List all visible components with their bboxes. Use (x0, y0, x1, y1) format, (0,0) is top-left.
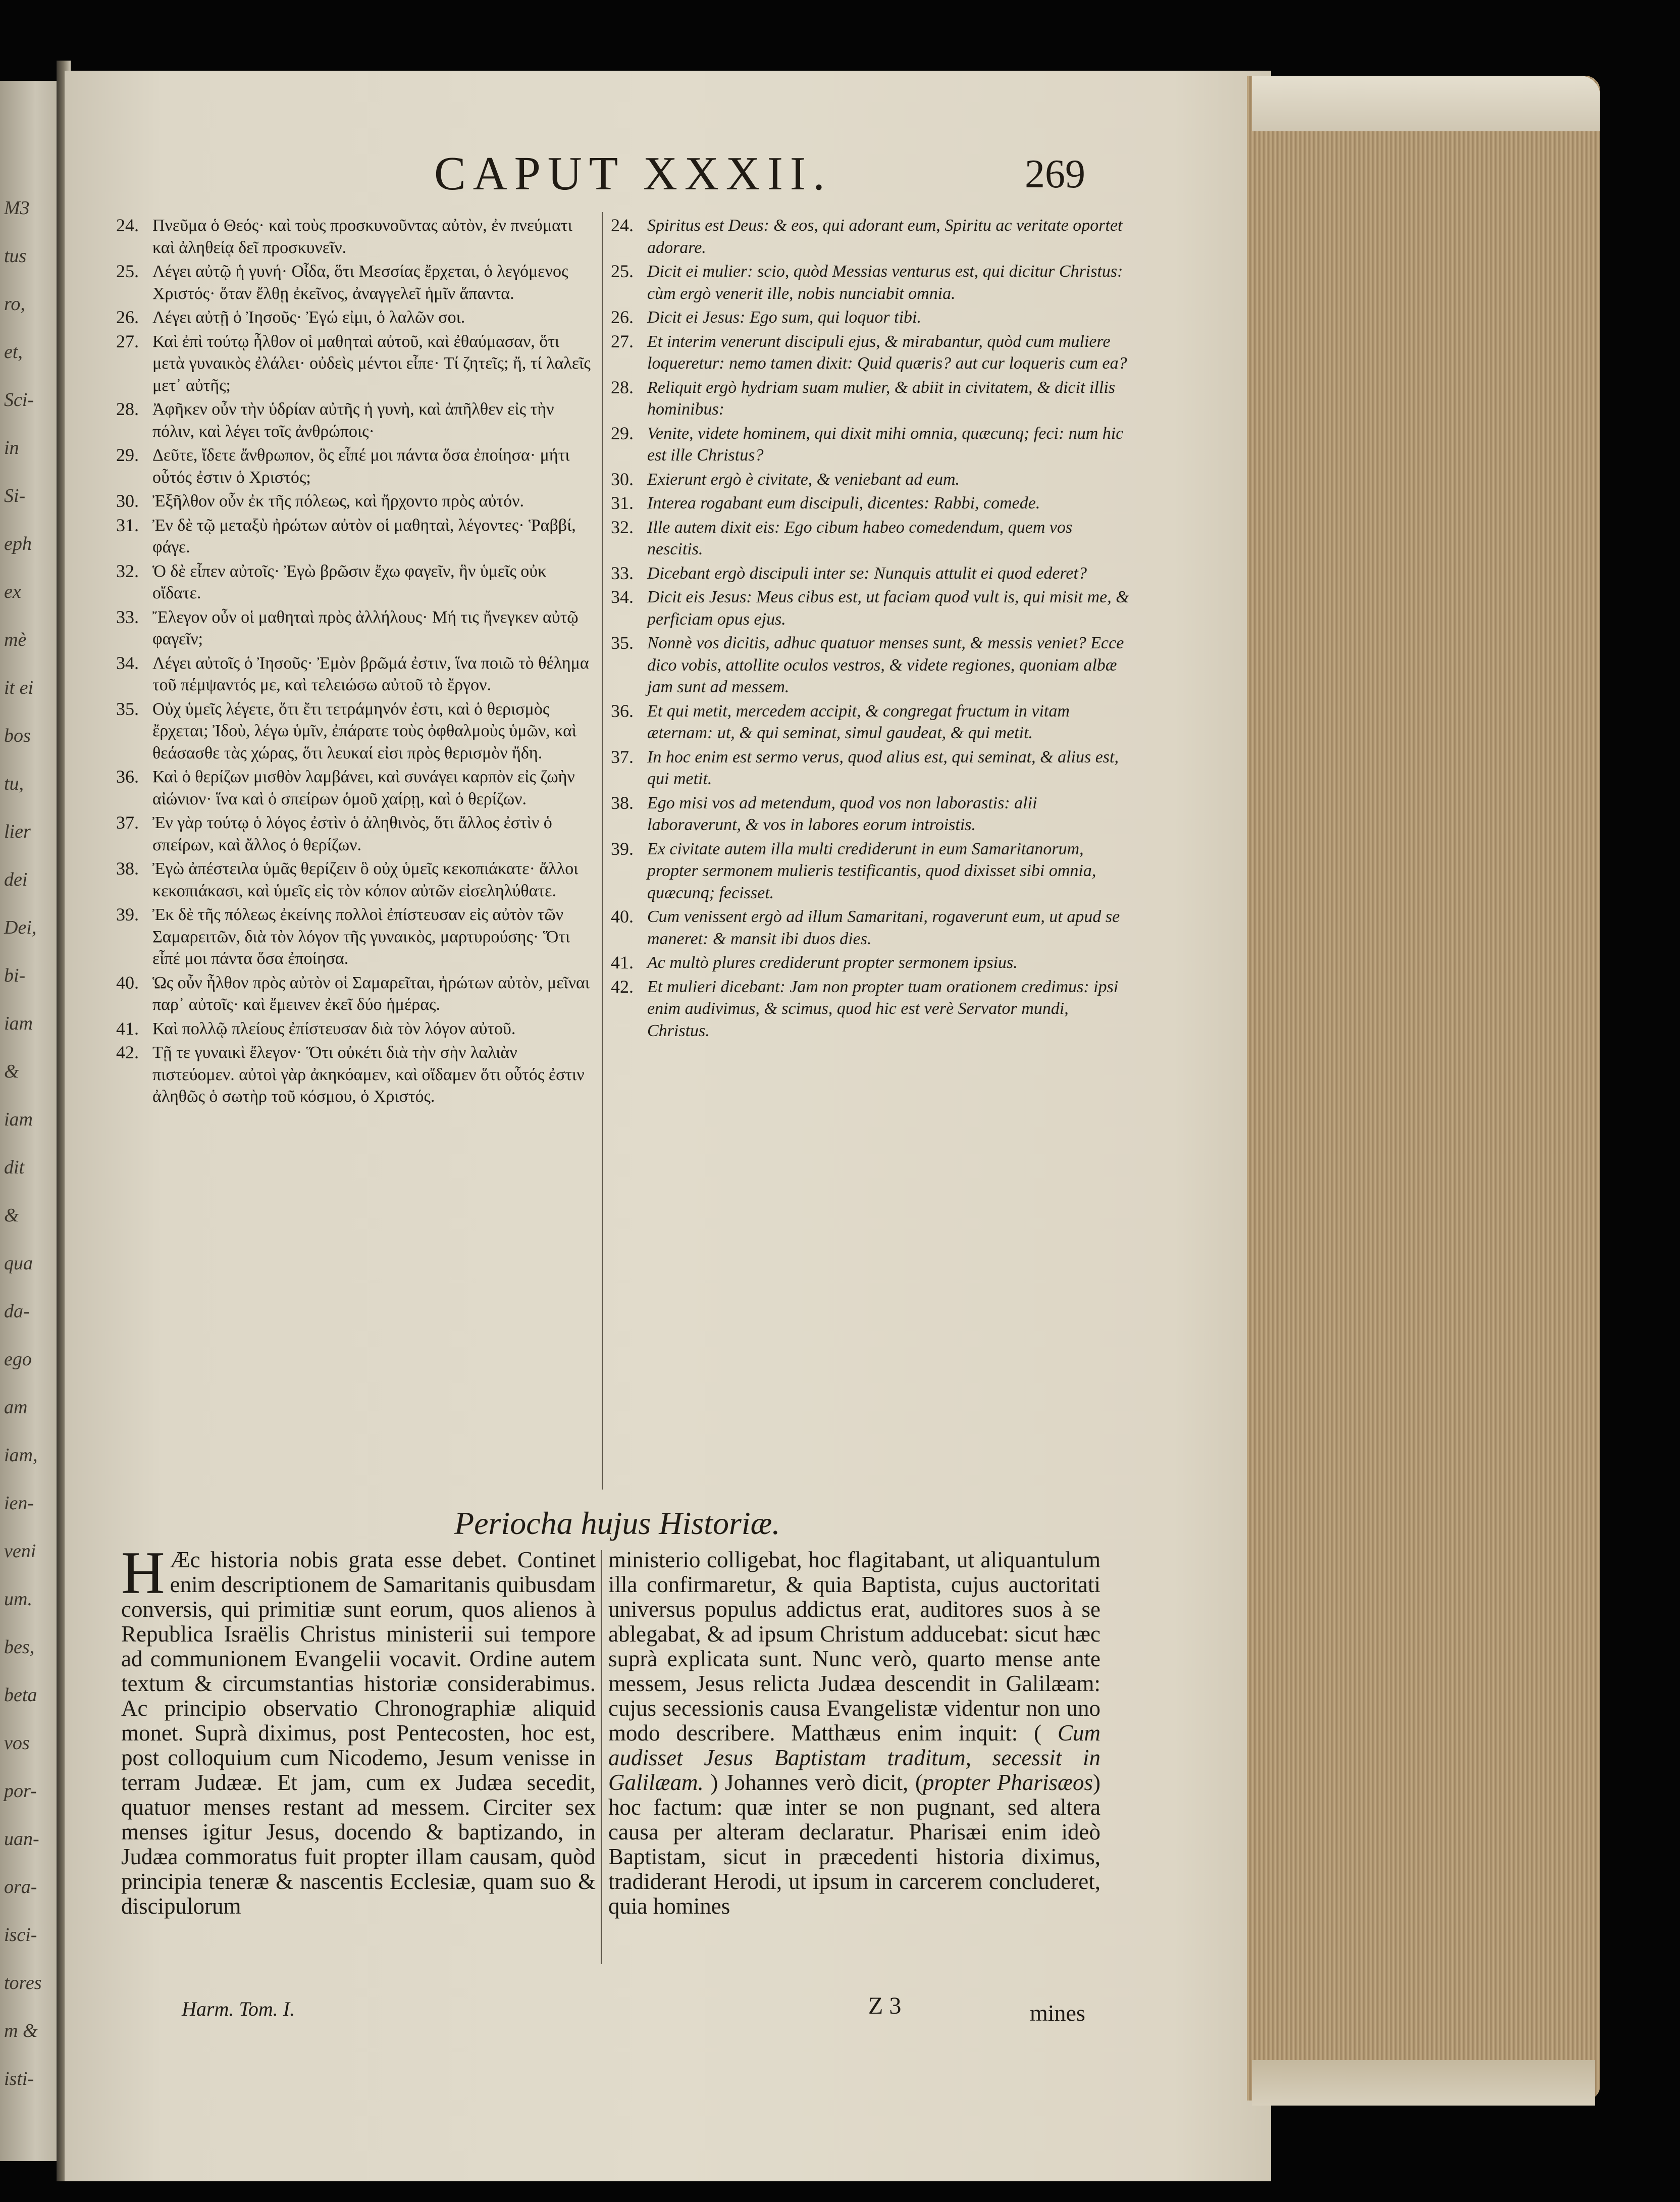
verse-text: Et mulieri dicebant: Jam non propter tuam orationem credimus: ipsi enim audivimus, & scimus, quod hic est verè Servator mundi, Christus. (647, 977, 1119, 1040)
facing-page-fragment: veni (4, 1541, 36, 1562)
verse-number: 33. (116, 606, 139, 627)
verse-number: 42. (116, 1042, 139, 1062)
verse-text: Τῇ τε γυναικὶ ἔλεγον· Ὅτι οὐκέτι διὰ τὴν σὴν λαλιὰν πιστεύομεν. αὐτοὶ γὰρ ἀκηκόαμεν, καὶ οἴδαμεν ὅτι οὗτός ἐστιν ἀληθῶς ὁ σωτὴρ τοῦ κόσμου, ὁ Χριστός. (152, 1043, 585, 1106)
facing-page-edge (0, 81, 60, 2161)
latin-verse (611, 492, 1131, 515)
verse-number: 40. (611, 906, 634, 927)
facing-page-fragment: um. (4, 1589, 32, 1610)
facing-page-fragment: bes, (4, 1636, 35, 1658)
facing-page-fragment: eph (4, 533, 32, 554)
latin-verse (611, 423, 1131, 467)
facing-page-fragment: am (4, 1397, 28, 1418)
commentary-text: ministerio colligebat, hoc flagitabant, ut aliquantulum illa confirmaretur, & quia Baptista, cujus auctoritati universus populus addictus erat, auditores suos à se ablegabat, & ad ipsum Christum adducebat: sicut hæc suprà explicata sunt. Nunc verò, quarto mense ante messem, Jesus relicta Judæa descendit in Galilæam: cujus secessionis causa Evangelistæ videntur non uno modo describere. Matthæus enim inquit: ( (608, 1547, 1100, 1746)
latin-verse (611, 632, 1131, 698)
signature-line: Harm. Tom. I. (182, 1998, 295, 2020)
commentary-right-column (608, 1548, 1100, 1919)
facing-page-fragment: m & (4, 2020, 38, 2041)
greek-verse (116, 972, 596, 1016)
facing-page-fragment: mè (4, 629, 27, 650)
verse-number: 25. (611, 261, 634, 281)
latin-verse (611, 952, 1131, 974)
greek-verse (116, 215, 596, 259)
verse-number: 40. (116, 972, 139, 993)
verse-number: 42. (611, 976, 634, 997)
greek-verse (116, 490, 596, 513)
greek-verse (116, 858, 596, 902)
greek-verse (116, 766, 596, 810)
verse-text: Ὁ δὲ εἶπεν αὐτοῖς· Ἐγὼ βρῶσιν ἔχω φαγεῖν, ἣν ὑμεῖς οὐκ οἴδατε. (152, 561, 547, 602)
greek-verse (116, 652, 596, 696)
verse-text: Venite, videte hominem, qui dixit mihi omnia, quæcunq; feci: num hic est ille Christus? (647, 424, 1124, 465)
facing-page-fragment: isti- (4, 2068, 34, 2089)
verse-text: Cum venissent ergò ad illum Samaritani, rogaverunt eum, ut apud se maneret: & mansit ibi duos dies. (647, 907, 1120, 948)
facing-page-fragment: tores (4, 1972, 42, 1993)
facing-page-fragment: isci- (4, 1924, 37, 1945)
facing-page-fragment: uan- (4, 1828, 39, 1850)
verse-text: Ἐκ δὲ τῆς πόλεως ἐκείνης πολλοὶ ἐπίστευσαν εἰς αὐτὸν τῶν Σαμαρειτῶν, διὰ τὸν λόγον τῆς γυναικὸς, μαρτυρούσης· Ὅτι εἶπέ μοι πάντα ὅσα ἐποίησα. (152, 905, 570, 968)
verse-text: Ἐν γὰρ τούτῳ ὁ λόγος ἐστὶν ὁ ἀληθινὸς, ὅτι ἄλλος ἐστὶν ὁ σπείρων, καὶ ἄλλος ὁ θερίζων. (152, 813, 552, 854)
latin-verse (611, 700, 1131, 744)
facing-page-fragment: it ei (4, 677, 34, 698)
verse-number: 29. (116, 445, 139, 465)
column-divider-lower (601, 1550, 602, 1964)
facing-page-fragment: por- (4, 1780, 37, 1802)
latin-verse (611, 469, 1131, 491)
verse-text: Reliquit ergò hydriam suam mulier, & abiit in civitatem, & dicit illis hominibus: (647, 378, 1116, 419)
facing-page-fragment: ego (4, 1349, 32, 1370)
facing-page-fragment: vos (4, 1732, 30, 1754)
verse-text: Dicit ei mulier: scio, quòd Messias venturus est, qui dicitur Christus: cùm ergò venerit ille, nobis nunciabit omnia. (647, 262, 1123, 303)
verse-text: Spiritus est Deus: & eos, qui adorant eum, Spiritu ac veritate oportet adorare. (647, 216, 1123, 257)
facing-page-fragment: bi- (4, 965, 26, 986)
commentary-left-text: Æc historia nobis grata esse debet. Continet enim descriptionem de Samaritanis quibusdam conversis, qui primitiæ sunt eorum, quos alienos à Republica Israëlis Christus ministerii sui tempore ad communionem Evangelii vocavit. Ordine autem textum & circumstantias historiæ considerabimus. Ac principio observatio Chronographiæ aliquid monet. Suprà diximus, post Pentecosten, hoc est, post colloquium cum Nicodemo, Jesum venisse in terram Judææ. Et jam, cum ex Judæa secedit, quatuor menses restant ad messem. Circiter sex menses igitur Jesus, docendo & baptizando, in Judæa commoratus fuit propter illam causam, quòd principia teneræ & nascentis Ecclesiæ, quam suo & discipulorum (121, 1547, 596, 1919)
verse-number: 25. (116, 261, 139, 281)
verse-text: Ille autem dixit eis: Ego cibum habeo comedendum, quem vos nescitis. (647, 518, 1073, 558)
latin-verse (611, 586, 1131, 630)
drop-cap: H (121, 1539, 165, 1606)
latin-verse (611, 306, 1131, 329)
verse-number: 32. (116, 560, 139, 581)
facing-page-fragment: & (4, 1205, 19, 1226)
verse-text: Ἐγὼ ἀπέστειλα ὑμᾶς θερίζειν ὃ οὐχ ὑμεῖς κεκοπιάκατε· ἄλλοι κεκοπιάκασι, καὶ ὑμεῖς εἰς τὸν κόπον αὐτῶν εἰσεληλύθατε. (152, 859, 579, 900)
greek-verse (116, 444, 596, 488)
facing-page-fragment: Dei, (4, 917, 37, 938)
verse-number: 26. (116, 307, 139, 327)
facing-page-fragment: qua (4, 1253, 33, 1274)
greek-verse (116, 515, 596, 558)
facing-page-fragment: beta (4, 1684, 37, 1706)
facing-page-fragment: ien- (4, 1493, 34, 1514)
verse-number: 31. (116, 515, 139, 535)
latin-verse (611, 517, 1131, 560)
verse-number: 27. (116, 331, 139, 351)
facing-page-fragment: dei (4, 869, 28, 890)
latin-verse (611, 838, 1131, 904)
verse-text: Interea rogabant eum discipuli, dicentes: Rabbi, comede. (647, 494, 1040, 513)
quoted-text: Cum audisset Jesus Baptistam traditum, secessit in Galilæam. (608, 1720, 1100, 1795)
facing-page-fragment: iam (4, 1109, 33, 1130)
verse-number: 39. (611, 838, 634, 859)
latin-verse (611, 562, 1131, 585)
page-block-top (1252, 76, 1600, 131)
section-heading: Periocha hujus Historiæ. (454, 1505, 780, 1541)
facing-page-fragment: & (4, 1061, 19, 1082)
facing-page-fragment: iam, (4, 1445, 38, 1466)
latin-verse (611, 215, 1131, 259)
verse-number: 38. (611, 792, 634, 813)
verse-text: Οὐχ ὑμεῖς λέγετε, ὅτι ἔτι τετράμηνόν ἐστι, καὶ ὁ θερισμὸς ἔρχεται; Ἰδοὺ, λέγω ὑμῖν, ἐπάρατε τοὺς ὀφθαλμοὺς ὑμῶν, καὶ θεάσασθε τὰς χώρας, ὅτι λευκαί εἰσι πρὸς θερισμὸν ἤδη. (152, 699, 577, 762)
verse-number: 28. (611, 377, 634, 397)
verse-text: Dicebant ergò discipuli inter se: Nunquis attulit ei quod ederet? (647, 564, 1087, 583)
page-block-edge (1247, 76, 1600, 2101)
commentary-left-column (121, 1539, 596, 1919)
facing-page-fragment: ro, (4, 293, 25, 315)
latin-text-column (611, 215, 1131, 1507)
verse-number: 39. (116, 904, 139, 925)
latin-verse (611, 331, 1131, 375)
column-divider (602, 212, 603, 1490)
verse-text: Λέγει αὐτοῖς ὁ Ἰησοῦς· Ἐμὸν βρῶμά ἐστιν, ἵνα ποιῶ τὸ θέλημα τοῦ πέμψαντός με, καὶ τελειώσω αὐτοῦ τὸ ἔργον. (152, 653, 589, 694)
greek-verse (116, 1042, 596, 1108)
verse-text: Dicit eis Jesus: Meus cibus est, ut faciam quod vult is, qui misit me, & perficiam opus ejus. (647, 588, 1129, 629)
verse-text: Δεῦτε, ἴδετε ἄνθρωπον, ὃς εἶπέ μοι πάντα ὅσα ἐποίησα· μήτι οὗτός ἐστιν ὁ Χριστός; (152, 446, 570, 487)
verse-number: 41. (611, 952, 634, 972)
facing-page-fragment: in (4, 437, 19, 458)
verse-number: 37. (611, 746, 634, 767)
verse-text: Καὶ ὁ θερίζων μισθὸν λαμβάνει, καὶ συνάγει καρπὸν εἰς ζωὴν αἰώνιον· ἵνα καὶ ὁ σπείρων ὁμοῦ χαίρῃ, καὶ ὁ θερίζων. (152, 767, 575, 808)
verse-number: 24. (116, 215, 139, 235)
verse-number: 35. (116, 698, 139, 719)
facing-page-fragment: ex (4, 581, 21, 602)
verse-number: 26. (611, 307, 634, 327)
quoted-text: propter Pharisæos (923, 1770, 1093, 1795)
latin-verse (611, 377, 1131, 421)
verse-number: 31. (611, 493, 634, 513)
facing-page-fragment: lier (4, 821, 31, 842)
verse-text: In hoc enim est sermo verus, quod alius est, qui seminat, & alius est, qui metit. (647, 747, 1119, 788)
facing-page-fragment: Si- (4, 485, 26, 506)
latin-verse (611, 976, 1131, 1042)
verse-text: Καὶ πολλῷ πλείους ἐπίστευσαν διὰ τὸν λόγον αὐτοῦ. (152, 1019, 516, 1038)
verse-number: 27. (611, 331, 634, 351)
facing-page-fragment: ora- (4, 1876, 37, 1898)
verse-number: 33. (611, 562, 634, 583)
verse-text: Καὶ ἐπὶ τούτῳ ἦλθον οἱ μαθηταὶ αὐτοῦ, καὶ ἐθαύμασαν, ὅτι μετὰ γυναικὸς ἐλάλει· οὐδεὶς μέντοι εἶπε· Τί ζητεῖς; ἤ, τί λαλεῖς μετ᾽ αὐτῆς; (152, 332, 591, 395)
catchword: mines (1030, 2000, 1085, 2026)
latin-verse (611, 261, 1131, 304)
greek-verse (116, 331, 596, 397)
verse-number: 35. (611, 633, 634, 653)
verse-text: Ex civitate autem illa multi crediderunt in eum Samaritanorum, propter sermonem mulieris testificantis, quod dixisset sibi omnia, quæcunq; fecisset. (647, 839, 1096, 902)
verse-number: 24. (611, 215, 634, 235)
verse-number: 29. (611, 423, 634, 443)
commentary-text: ) hoc factum: quæ inter se non pugnant, sed altera causa per alteram declaratur. Pharisæi enim ideò Baptistam, sicut in præcedenti historia diximus, tradiderant Herodi, ut ipsum in carcerem concluderet, quia homines (608, 1770, 1100, 1919)
facing-page-fragment: dit (4, 1157, 25, 1178)
verse-text: Ac multò plures crediderunt propter sermonem ipsius. (647, 953, 1018, 972)
verse-text: Ἔλεγον οὖν οἱ μαθηταὶ πρὸς ἀλλήλους· Μή τις ἤνεγκεν αὐτῷ φαγεῖν; (152, 607, 579, 648)
facing-page-fragment: M3 (4, 197, 30, 219)
latin-verse (611, 792, 1131, 836)
greek-verse (116, 398, 596, 442)
verse-number: 28. (116, 399, 139, 419)
verse-text: Et qui metit, mercedem accipit, & congregat fructum in vitam æternam: ut, & qui seminat, simul gaudeat, & qui metit. (647, 701, 1070, 742)
verse-number: 34. (116, 652, 139, 673)
commentary-text: ) Johannes verò dicit, ( (703, 1770, 923, 1795)
latin-verse (611, 906, 1131, 950)
gathering-signature: Z 3 (868, 1992, 902, 2019)
verse-number: 37. (116, 812, 139, 833)
verse-number: 41. (116, 1018, 139, 1039)
verse-text: Dicit ei Jesus: Ego sum, qui loquor tibi. (647, 308, 922, 327)
verse-number: 36. (611, 700, 634, 721)
verse-text: Ἐξῆλθον οὖν ἐκ τῆς πόλεως, καὶ ἤρχοντο πρὸς αὐτόν. (152, 492, 524, 510)
verse-number: 34. (611, 587, 634, 607)
page-number: 269 (1025, 152, 1085, 196)
chapter-heading: CAPUT XXXII. (434, 147, 832, 200)
verse-text: Ἀφῆκεν οὖν τὴν ὑδρίαν αὐτῆς ἡ γυνὴ, καὶ ἀπῆλθεν εἰς τὴν πόλιν, καὶ λέγει τοῖς ἀνθρώποις· (152, 400, 554, 441)
greek-verse (116, 606, 596, 650)
verse-text: Ego misi vos ad metendum, quod vos non laborastis: alii laboraverunt, & vos in labores eorum introistis. (647, 793, 1037, 834)
facing-page-fragment: Sci- (4, 389, 34, 411)
verse-number: 30. (116, 491, 139, 511)
greek-verse (116, 812, 596, 856)
greek-verse (116, 261, 596, 304)
verse-number: 36. (116, 766, 139, 787)
facing-page-fragment: da- (4, 1301, 30, 1322)
facing-page-fragment: tu, (4, 773, 24, 794)
greek-verse (116, 560, 596, 604)
greek-verse (116, 904, 596, 970)
verse-text: Λέγει αὐτῇ ὁ Ἰησοῦς· Ἐγώ εἰμι, ὁ λαλῶν σοι. (152, 308, 465, 327)
verse-text: Nonnè vos dicitis, adhuc quatuor menses sunt, & messis veniet? Ecce dico vobis, attollite oculos vestros, & videte regiones, quoniam albæ jam sunt ad messem. (647, 634, 1124, 696)
facing-page-fragment: et, (4, 341, 23, 363)
verse-text: Λέγει αὐτῷ ἡ γυνή· Οἶδα, ὅτι Μεσσίας ἔρχεται, ὁ λεγόμενος Χριστός· ὅταν ἔλθῃ ἐκεῖνος, ἀναγγελεῖ ἡμῖν ἅπαντα. (152, 262, 568, 303)
page-block-bottom (1252, 2060, 1595, 2106)
latin-verse (611, 746, 1131, 790)
verse-text: Ἐν δὲ τῷ μεταξὺ ἠρώτων αὐτὸν οἱ μαθηταὶ, λέγοντες· Ῥαββί, φάγε. (152, 516, 576, 556)
greek-verse (116, 698, 596, 764)
facing-page-fragment: bos (4, 725, 31, 746)
verse-text: Et interim venerunt discipuli ejus, & mirabantur, quòd cum muliere loqueretur: nemo tamen dixit: Quid quæris? aut cur loqueris cum ea? (647, 332, 1127, 373)
greek-verse (116, 1018, 596, 1040)
verse-text: Exierunt ergò è civitate, & veniebant ad eum. (647, 470, 960, 489)
greek-text-column (116, 215, 596, 1507)
greek-verse (116, 306, 596, 329)
verse-text: Πνεῦμα ὁ Θεός· καὶ τοὺς προσκυνοῦντας αὐτὸν, ἐν πνεύματι καὶ ἀληθείᾳ δεῖ προσκυνεῖν. (152, 216, 572, 257)
verse-number: 30. (611, 469, 634, 489)
verse-number: 32. (611, 517, 634, 537)
verse-number: 38. (116, 858, 139, 879)
facing-page-fragment: iam (4, 1013, 33, 1034)
facing-page-fragment: tus (4, 245, 27, 267)
verse-text: Ὡς οὖν ἦλθον πρὸς αὐτὸν οἱ Σαμαρεῖται, ἠρώτων αὐτὸν, μεῖναι παρ᾽ αὐτοῖς· καὶ ἔμεινεν ἐκεῖ δύο ἡμέρας. (152, 973, 590, 1014)
